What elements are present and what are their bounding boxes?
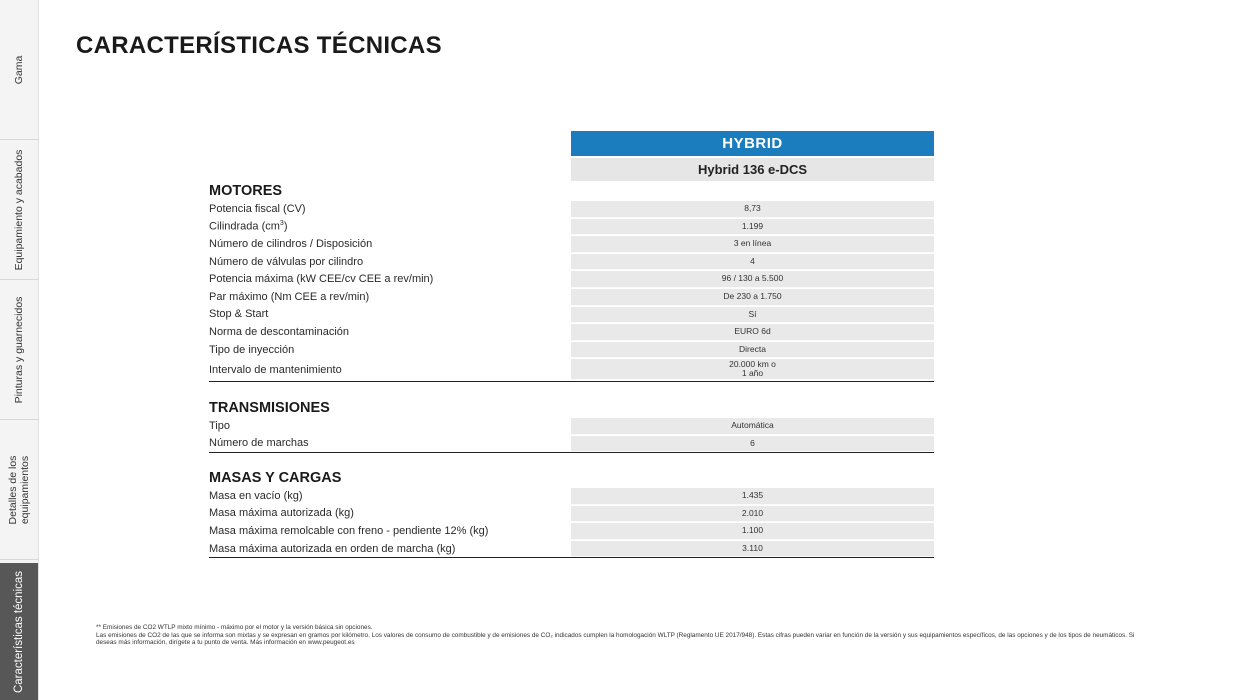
footnote-line: Las emisiones de CO2 de las que se informa son mixtas y se expresan en gramos por kilómetro. Los valores de consumo de combustible y de emisiones de CO₂ indicados cumplen la homologación WLTP (Reglamento UE 2017/948). Estas cifras pueden variar en función de la versión y sus equipamientos específicos, de las opciones y de los tipos de neumáticos. Si deseas más información, dirígete a tu punto de venta. Más información en www.peugeot.es — [96, 631, 1135, 646]
section-motores — [209, 182, 934, 382]
spec-row — [209, 235, 934, 253]
side-navigation — [0, 0, 39, 700]
spec-value: 4 — [571, 254, 934, 271]
section-title: TRANSMISIONES — [209, 400, 330, 416]
section-title: MOTORES — [209, 183, 283, 199]
spec-label: Potencia máxima (kW CEE/cv CEE a rev/min) — [209, 273, 434, 286]
spec-row — [209, 200, 934, 218]
spec-row — [209, 522, 934, 540]
section-transmisiones — [209, 399, 934, 453]
section-masas — [209, 469, 934, 558]
spec-row — [209, 270, 934, 288]
spec-row — [209, 288, 934, 306]
spec-row — [209, 505, 934, 523]
spec-row — [209, 306, 934, 324]
spec-value: 6 — [571, 436, 934, 453]
spec-value: De 230 a 1.750 — [571, 289, 934, 306]
section-divider — [209, 557, 934, 558]
tab-pinturas[interactable] — [0, 280, 38, 420]
page-title: CARACTERÍSTICAS TÉCNICAS — [76, 32, 442, 59]
spec-value: Automática — [571, 418, 934, 435]
spec-row — [209, 417, 934, 435]
spec-label: Masa máxima autorizada (kg) — [209, 507, 354, 520]
spec-row — [209, 341, 934, 359]
tab-label: Equipamiento y acabados — [13, 149, 25, 270]
footnotes — [96, 624, 1156, 647]
spec-value: 3 en línea — [571, 236, 934, 253]
spec-value: 3.110 — [571, 541, 934, 558]
spec-row — [209, 487, 934, 505]
tab-equipamiento[interactable] — [0, 140, 38, 280]
spec-label: Tipo — [209, 419, 230, 432]
tab-detalles[interactable] — [0, 420, 38, 560]
spec-value: 20.000 km o 1 año — [571, 359, 934, 380]
column-group-header: HYBRID — [571, 131, 934, 156]
spec-row — [209, 358, 934, 381]
spec-label: Tipo de inyección — [209, 343, 295, 356]
spec-value: 2.010 — [571, 506, 934, 523]
spec-label: Masa en vacío (kg) — [209, 489, 303, 502]
spec-value: 1.435 — [571, 488, 934, 505]
spec-label: Par máximo (Nm CEE a rev/min) — [209, 290, 370, 303]
spec-value: EURO 6d — [571, 324, 934, 341]
tab-gama[interactable] — [0, 0, 38, 140]
spec-label: Intervalo de mantenimiento — [209, 363, 342, 376]
spec-label: Masa máxima remolcable con freno - pendiente 12% (kg) — [209, 524, 489, 537]
spec-row — [209, 540, 934, 558]
spec-label: Stop & Start — [209, 308, 269, 321]
spec-value: 8,73 — [571, 201, 934, 218]
spec-label: Masa máxima autorizada en orden de marcha (kg) — [209, 542, 456, 555]
spec-value: 96 / 130 a 5.500 — [571, 271, 934, 288]
section-title: MASAS Y CARGAS — [209, 470, 342, 486]
spec-row — [209, 253, 934, 271]
spec-row — [209, 218, 934, 236]
spec-value: Sí — [571, 307, 934, 324]
spec-label: Potencia fiscal (CV) — [209, 202, 306, 215]
spec-label: Norma de descontaminación — [209, 325, 350, 338]
section-divider — [209, 452, 934, 453]
tab-label: Pinturas y guarnecidos — [13, 296, 25, 403]
spec-value: 1.100 — [571, 523, 934, 540]
spec-label: Número de cilindros / Disposición — [209, 237, 373, 250]
spec-label: Número de válvulas por cilindro — [209, 255, 364, 268]
spec-value: Directa — [571, 342, 934, 359]
spec-row — [209, 323, 934, 341]
spec-label: Cilindrada $(cm^3)$ — [209, 220, 288, 233]
spec-row — [209, 435, 934, 453]
spec-value: 1.199 — [571, 219, 934, 236]
spec-label: Número de marchas — [209, 437, 309, 450]
section-divider — [209, 381, 934, 382]
tab-label: Detalles de los equipamientos — [7, 455, 31, 524]
tab-caracteristicas[interactable] — [0, 563, 38, 700]
column-version-header: Hybrid 136 e-DCS — [571, 158, 934, 181]
tab-label: Gama — [13, 55, 25, 84]
footnote-line: ** Emisiones de CO2 WTLP mixto mínimo - máximo por el motor y la versión básica sin opciones. — [96, 624, 373, 631]
tab-label: Características técnicas — [13, 570, 25, 693]
